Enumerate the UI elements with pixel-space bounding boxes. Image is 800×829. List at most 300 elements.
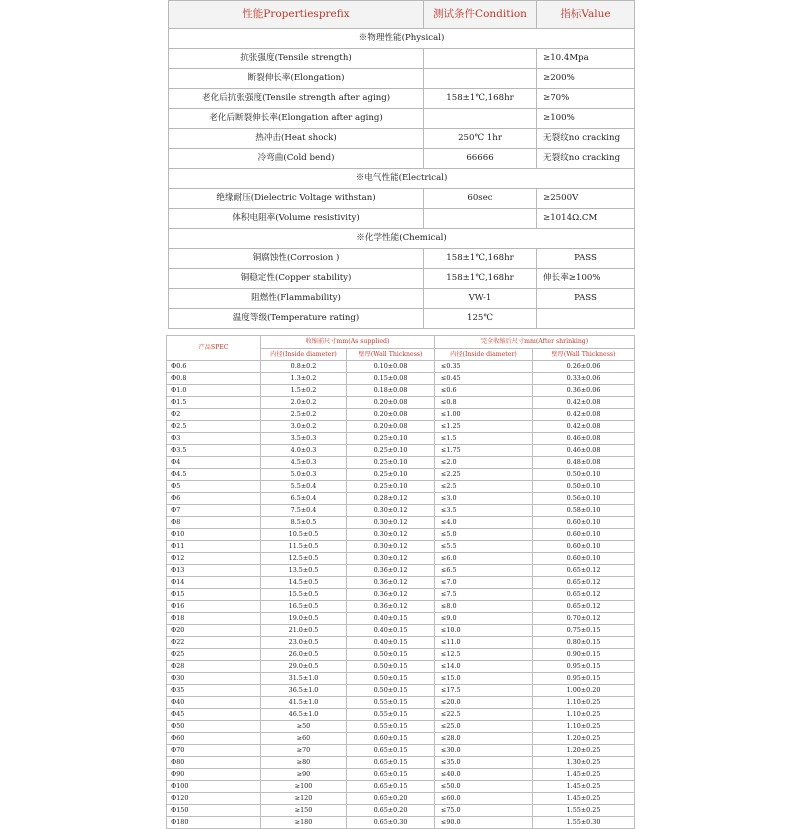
spec-row xyxy=(167,469,635,481)
test-condition: 66666 xyxy=(424,149,537,169)
inside-diameter-after: ≤1.25 xyxy=(435,421,533,433)
inside-diameter-after: ≤5.5 xyxy=(435,541,533,553)
spec-row xyxy=(167,637,635,649)
inside-diameter-after: ≤0.35 xyxy=(435,361,533,373)
inside-diameter-after: ≤20.0 xyxy=(435,697,533,709)
inside-diameter-supplied: ≥90 xyxy=(261,769,347,781)
spec-header: 产品SPEC xyxy=(167,336,261,361)
inside-diameter-after: ≤22.5 xyxy=(435,709,533,721)
wall-thickness-after: 0.46±0.08 xyxy=(533,445,635,457)
wall-thickness-after: 0.36±0.06 xyxy=(533,385,635,397)
inside-diameter-supplied: 8.5±0.5 xyxy=(261,517,347,529)
inside-diameter-supplied: 46.5±1.0 xyxy=(261,709,347,721)
inside-diameter-supplied: 26.0±0.5 xyxy=(261,649,347,661)
wall-thickness-after: 1.45±0.25 xyxy=(533,793,635,805)
inside-diameter-supplied: 29.0±0.5 xyxy=(261,661,347,673)
spec-row xyxy=(167,721,635,733)
inside-diameter-after: ≤1.5 xyxy=(435,433,533,445)
spec-row xyxy=(167,505,635,517)
property-row xyxy=(169,289,635,309)
inside-diameter-supplied: 13.5±0.5 xyxy=(261,565,347,577)
test-condition xyxy=(424,69,537,89)
spec-size: Φ3 xyxy=(167,433,261,445)
inside-diameter-header: 内径(Inside diameter) xyxy=(261,349,347,361)
spec-row xyxy=(167,733,635,745)
inside-diameter-supplied: 5.5±0.4 xyxy=(261,481,347,493)
wall-thickness-after: 0.50±0.10 xyxy=(533,469,635,481)
wall-thickness-supplied: 0.10±0.08 xyxy=(347,361,435,373)
spec-size: Φ14 xyxy=(167,577,261,589)
inside-diameter-after: ≤40.0 xyxy=(435,769,533,781)
wall-thickness-supplied: 0.30±0.12 xyxy=(347,553,435,565)
property-row xyxy=(169,129,635,149)
wall-thickness-supplied: 0.65±0.20 xyxy=(347,805,435,817)
test-condition xyxy=(424,109,537,129)
wall-thickness-after: 0.42±0.08 xyxy=(533,421,635,433)
spec-size: Φ30 xyxy=(167,673,261,685)
inside-diameter-after: ≤7.0 xyxy=(435,577,533,589)
test-condition: 158±1℃,168hr xyxy=(424,269,537,289)
inside-diameter-supplied: 11.5±0.5 xyxy=(261,541,347,553)
inside-diameter-supplied: 4.0±0.3 xyxy=(261,445,347,457)
inside-diameter-after-header: 内径(Inside diameter) xyxy=(435,349,533,361)
spec-size: Φ40 xyxy=(167,697,261,709)
wall-thickness-supplied: 0.36±0.12 xyxy=(347,565,435,577)
spec-size: Φ180 xyxy=(167,817,261,829)
properties-table xyxy=(168,0,635,329)
wall-thickness-after: 0.42±0.08 xyxy=(533,397,635,409)
wall-thickness-after: 1.55±0.30 xyxy=(533,817,635,829)
wall-thickness-supplied: 0.25±0.10 xyxy=(347,481,435,493)
inside-diameter-supplied: 23.0±0.5 xyxy=(261,637,347,649)
wall-thickness-after: 1.20±0.25 xyxy=(533,733,635,745)
spec-size: Φ15 xyxy=(167,589,261,601)
properties-header-row xyxy=(169,1,635,29)
wall-thickness-supplied: 0.18±0.08 xyxy=(347,385,435,397)
property-value: ≥200% xyxy=(537,69,635,89)
spec-row xyxy=(167,577,635,589)
wall-thickness-after: 0.65±0.12 xyxy=(533,601,635,613)
spec-size: Φ35 xyxy=(167,685,261,697)
spec-row xyxy=(167,757,635,769)
inside-diameter-supplied: ≥70 xyxy=(261,745,347,757)
spec-size: Φ150 xyxy=(167,805,261,817)
inside-diameter-after: ≤6.5 xyxy=(435,565,533,577)
inside-diameter-after: ≤4.0 xyxy=(435,517,533,529)
wall-thickness-supplied: 0.40±0.15 xyxy=(347,613,435,625)
inside-diameter-after: ≤75.0 xyxy=(435,805,533,817)
wall-thickness-after: 0.65±0.12 xyxy=(533,565,635,577)
value-column-header: 指标Value xyxy=(537,1,635,29)
wall-thickness-supplied: 0.25±0.10 xyxy=(347,469,435,481)
spec-row xyxy=(167,769,635,781)
spec-size: Φ60 xyxy=(167,733,261,745)
condition-column-header: 测试条件Condition xyxy=(424,1,537,29)
inside-diameter-after: ≤28.0 xyxy=(435,733,533,745)
inside-diameter-after: ≤30.0 xyxy=(435,745,533,757)
section-title: ※化学性能(Chemical) xyxy=(169,229,635,249)
inside-diameter-after: ≤14.0 xyxy=(435,661,533,673)
spec-size: Φ11 xyxy=(167,541,261,553)
wall-thickness-supplied: 0.65±0.15 xyxy=(347,769,435,781)
spec-row xyxy=(167,457,635,469)
test-condition: 158±1℃,168hr xyxy=(424,89,537,109)
property-value: 无裂纹no cracking xyxy=(537,149,635,169)
wall-thickness-supplied: 0.40±0.15 xyxy=(347,625,435,637)
test-condition xyxy=(424,209,537,229)
spec-row xyxy=(167,421,635,433)
inside-diameter-supplied: 31.5±1.0 xyxy=(261,673,347,685)
inside-diameter-after: ≤10.0 xyxy=(435,625,533,637)
spec-row xyxy=(167,385,635,397)
spec-size: Φ25 xyxy=(167,649,261,661)
wall-thickness-supplied: 0.30±0.12 xyxy=(347,505,435,517)
inside-diameter-after: ≤1.75 xyxy=(435,445,533,457)
spec-size: Φ3.5 xyxy=(167,445,261,457)
property-name: 冷弯曲(Cold bend) xyxy=(169,149,424,169)
spec-size: Φ7 xyxy=(167,505,261,517)
inside-diameter-supplied: 3.0±0.2 xyxy=(261,421,347,433)
spec-row xyxy=(167,745,635,757)
spec-row xyxy=(167,673,635,685)
inside-diameter-supplied: 7.5±0.4 xyxy=(261,505,347,517)
spec-row xyxy=(167,433,635,445)
wall-thickness-after: 0.33±0.06 xyxy=(533,373,635,385)
property-name: 铜腐蚀性(Corrosion ) xyxy=(169,249,424,269)
spec-row xyxy=(167,481,635,493)
spec-row xyxy=(167,445,635,457)
spec-size: Φ45 xyxy=(167,709,261,721)
spec-size: Φ4 xyxy=(167,457,261,469)
spec-size: Φ28 xyxy=(167,661,261,673)
wall-thickness-after: 1.20±0.25 xyxy=(533,745,635,757)
wall-thickness-after: 0.58±0.10 xyxy=(533,505,635,517)
wall-thickness-supplied: 0.28±0.12 xyxy=(347,493,435,505)
wall-thickness-after: 1.30±0.25 xyxy=(533,757,635,769)
inside-diameter-after: ≤90.0 xyxy=(435,817,533,829)
test-condition: 250℃ 1hr xyxy=(424,129,537,149)
inside-diameter-after: ≤0.8 xyxy=(435,397,533,409)
spec-row xyxy=(167,625,635,637)
inside-diameter-after: ≤12.5 xyxy=(435,649,533,661)
wall-thickness-after: 0.90±0.15 xyxy=(533,649,635,661)
spec-row xyxy=(167,649,635,661)
spec-row xyxy=(167,793,635,805)
test-condition xyxy=(424,49,537,69)
spec-row xyxy=(167,661,635,673)
inside-diameter-after: ≤0.6 xyxy=(435,385,533,397)
wall-thickness-supplied: 0.50±0.15 xyxy=(347,649,435,661)
test-condition: VW-1 xyxy=(424,289,537,309)
spec-size: Φ70 xyxy=(167,745,261,757)
inside-diameter-supplied: ≥100 xyxy=(261,781,347,793)
inside-diameter-after: ≤3.5 xyxy=(435,505,533,517)
section-row xyxy=(169,169,635,189)
property-name: 绝缘耐压(Dielectric Voltage withstan) xyxy=(169,189,424,209)
wall-thickness-header: 壁厚(Wall Thickness) xyxy=(347,349,435,361)
supplied-header: 收缩前尺寸mm(As supplied) xyxy=(261,336,435,349)
wall-thickness-after: 0.65±0.12 xyxy=(533,589,635,601)
property-row xyxy=(169,49,635,69)
wall-thickness-supplied: 0.36±0.12 xyxy=(347,601,435,613)
inside-diameter-after: ≤11.0 xyxy=(435,637,533,649)
wall-thickness-after: 1.00±0.20 xyxy=(533,685,635,697)
wall-thickness-supplied: 0.65±0.15 xyxy=(347,745,435,757)
wall-thickness-supplied: 0.65±0.15 xyxy=(347,757,435,769)
property-name: 体积电阻率(Volume resistivity) xyxy=(169,209,424,229)
after-shrinking-header: 完全收缩后尺寸mm(After shrinking) xyxy=(435,336,635,349)
inside-diameter-after: ≤35.0 xyxy=(435,757,533,769)
wall-thickness-supplied: 0.55±0.15 xyxy=(347,721,435,733)
inside-diameter-supplied: 6.5±0.4 xyxy=(261,493,347,505)
wall-thickness-after: 0.75±0.15 xyxy=(533,625,635,637)
spec-row xyxy=(167,601,635,613)
wall-thickness-supplied: 0.60±0.15 xyxy=(347,733,435,745)
inside-diameter-supplied: 2.0±0.2 xyxy=(261,397,347,409)
spec-size: Φ12 xyxy=(167,553,261,565)
spec-row xyxy=(167,517,635,529)
property-value: ≥1014Ω.CM xyxy=(537,209,635,229)
wall-thickness-after: 0.70±0.12 xyxy=(533,613,635,625)
spec-row xyxy=(167,697,635,709)
property-name: 温度等级(Temperature rating) xyxy=(169,309,424,329)
wall-thickness-supplied: 0.20±0.08 xyxy=(347,397,435,409)
spec-size: Φ13 xyxy=(167,565,261,577)
property-value: ≥100% xyxy=(537,109,635,129)
wall-thickness-supplied: 0.36±0.12 xyxy=(347,577,435,589)
property-row xyxy=(169,69,635,89)
spec-size: Φ0.6 xyxy=(167,361,261,373)
property-value: 无裂纹no cracking xyxy=(537,129,635,149)
spec-row xyxy=(167,361,635,373)
spec-row xyxy=(167,541,635,553)
inside-diameter-supplied: 12.5±0.5 xyxy=(261,553,347,565)
spec-size: Φ80 xyxy=(167,757,261,769)
inside-diameter-after: ≤50.0 xyxy=(435,781,533,793)
inside-diameter-supplied: 10.5±0.5 xyxy=(261,529,347,541)
wall-thickness-supplied: 0.30±0.12 xyxy=(347,541,435,553)
spec-row xyxy=(167,817,635,829)
spec-table xyxy=(166,335,635,829)
spec-row xyxy=(167,493,635,505)
spec-size: Φ16 xyxy=(167,601,261,613)
spec-size: Φ20 xyxy=(167,625,261,637)
inside-diameter-after: ≤1.00 xyxy=(435,409,533,421)
section-title: ※电气性能(Electrical) xyxy=(169,169,635,189)
inside-diameter-after: ≤17.5 xyxy=(435,685,533,697)
inside-diameter-supplied: 15.5±0.5 xyxy=(261,589,347,601)
wall-thickness-supplied: 0.65±0.20 xyxy=(347,793,435,805)
inside-diameter-after: ≤6.0 xyxy=(435,553,533,565)
spec-row xyxy=(167,553,635,565)
spec-size: Φ5 xyxy=(167,481,261,493)
wall-thickness-after: 0.46±0.08 xyxy=(533,433,635,445)
property-name: 抗张强度(Tensile strength) xyxy=(169,49,424,69)
wall-thickness-after: 0.80±0.15 xyxy=(533,637,635,649)
wall-thickness-after: 1.10±0.25 xyxy=(533,697,635,709)
property-name: 老化后抗张强度(Tensile strength after aging) xyxy=(169,89,424,109)
inside-diameter-after: ≤5.0 xyxy=(435,529,533,541)
spec-row xyxy=(167,397,635,409)
inside-diameter-supplied: ≥150 xyxy=(261,805,347,817)
property-value: ≥10.4Mpa xyxy=(537,49,635,69)
spec-size: Φ1.0 xyxy=(167,385,261,397)
wall-thickness-after: 0.65±0.12 xyxy=(533,577,635,589)
wall-thickness-after: 0.60±0.10 xyxy=(533,553,635,565)
spec-size: Φ22 xyxy=(167,637,261,649)
wall-thickness-supplied: 0.20±0.08 xyxy=(347,409,435,421)
wall-thickness-supplied: 0.20±0.08 xyxy=(347,421,435,433)
spec-size: Φ0.8 xyxy=(167,373,261,385)
wall-thickness-supplied: 0.55±0.15 xyxy=(347,697,435,709)
inside-diameter-supplied: 36.5±1.0 xyxy=(261,685,347,697)
property-value: 伸长率≥100% xyxy=(537,269,635,289)
inside-diameter-after: ≤25.0 xyxy=(435,721,533,733)
wall-thickness-supplied: 0.30±0.12 xyxy=(347,517,435,529)
property-value: PASS xyxy=(537,249,635,269)
spec-row xyxy=(167,805,635,817)
property-row xyxy=(169,269,635,289)
property-value: ≥70% xyxy=(537,89,635,109)
property-row xyxy=(169,89,635,109)
spec-size: Φ100 xyxy=(167,781,261,793)
property-name: 断裂伸长率(Elongation) xyxy=(169,69,424,89)
property-value: PASS xyxy=(537,289,635,309)
wall-thickness-after: 0.95±0.15 xyxy=(533,673,635,685)
spec-size: Φ2 xyxy=(167,409,261,421)
test-condition: 158±1℃,168hr xyxy=(424,249,537,269)
property-value xyxy=(537,309,635,329)
spec-size: Φ10 xyxy=(167,529,261,541)
inside-diameter-supplied: ≥180 xyxy=(261,817,347,829)
spec-size: Φ50 xyxy=(167,721,261,733)
inside-diameter-after: ≤60.0 xyxy=(435,793,533,805)
property-value: ≥2500V xyxy=(537,189,635,209)
section-row xyxy=(169,29,635,49)
spec-row xyxy=(167,373,635,385)
wall-thickness-after: 0.60±0.10 xyxy=(533,541,635,553)
property-row xyxy=(169,249,635,269)
wall-thickness-supplied: 0.25±0.10 xyxy=(347,457,435,469)
wall-thickness-after-header: 壁厚(Wall Thickness) xyxy=(533,349,635,361)
wall-thickness-supplied: 0.65±0.30 xyxy=(347,817,435,829)
wall-thickness-supplied: 0.50±0.15 xyxy=(347,673,435,685)
spec-row xyxy=(167,529,635,541)
wall-thickness-after: 0.60±0.10 xyxy=(533,517,635,529)
spec-row xyxy=(167,685,635,697)
spec-row xyxy=(167,709,635,721)
inside-diameter-supplied: 16.5±0.5 xyxy=(261,601,347,613)
inside-diameter-after: ≤2.0 xyxy=(435,457,533,469)
inside-diameter-supplied: 1.5±0.2 xyxy=(261,385,347,397)
inside-diameter-supplied: 41.5±1.0 xyxy=(261,697,347,709)
inside-diameter-supplied: 2.5±0.2 xyxy=(261,409,347,421)
spec-size: Φ2.5 xyxy=(167,421,261,433)
test-condition: 125℃ xyxy=(424,309,537,329)
wall-thickness-after: 1.45±0.25 xyxy=(533,781,635,793)
property-row xyxy=(169,209,635,229)
wall-thickness-after: 0.60±0.10 xyxy=(533,529,635,541)
spec-row xyxy=(167,409,635,421)
property-column-header: 性能Propertiesprefix xyxy=(169,1,424,29)
wall-thickness-supplied: 0.25±0.10 xyxy=(347,433,435,445)
spec-size: Φ18 xyxy=(167,613,261,625)
wall-thickness-supplied: 0.25±0.10 xyxy=(347,445,435,457)
inside-diameter-supplied: ≥120 xyxy=(261,793,347,805)
property-row xyxy=(169,149,635,169)
section-row xyxy=(169,229,635,249)
wall-thickness-supplied: 0.30±0.12 xyxy=(347,529,435,541)
spec-size: Φ1.5 xyxy=(167,397,261,409)
wall-thickness-after: 1.10±0.25 xyxy=(533,709,635,721)
inside-diameter-after: ≤7.5 xyxy=(435,589,533,601)
inside-diameter-supplied: 0.8±0.2 xyxy=(261,361,347,373)
section-title: ※物理性能(Physical) xyxy=(169,29,635,49)
inside-diameter-supplied: 1.3±0.2 xyxy=(261,373,347,385)
property-name: 热冲击(Heat shock) xyxy=(169,129,424,149)
property-row xyxy=(169,309,635,329)
inside-diameter-supplied: ≥60 xyxy=(261,733,347,745)
property-row xyxy=(169,189,635,209)
inside-diameter-after: ≤9.0 xyxy=(435,613,533,625)
wall-thickness-supplied: 0.15±0.08 xyxy=(347,373,435,385)
inside-diameter-supplied: 21.0±0.5 xyxy=(261,625,347,637)
inside-diameter-supplied: ≥50 xyxy=(261,721,347,733)
spec-size: Φ120 xyxy=(167,793,261,805)
inside-diameter-supplied: ≥80 xyxy=(261,757,347,769)
spec-size: Φ6 xyxy=(167,493,261,505)
inside-diameter-supplied: 4.5±0.3 xyxy=(261,457,347,469)
wall-thickness-after: 0.26±0.06 xyxy=(533,361,635,373)
spec-size: Φ4.5 xyxy=(167,469,261,481)
wall-thickness-supplied: 0.55±0.15 xyxy=(347,709,435,721)
spec-size: Φ8 xyxy=(167,517,261,529)
spec-row xyxy=(167,613,635,625)
wall-thickness-after: 0.42±0.08 xyxy=(533,409,635,421)
inside-diameter-supplied: 5.0±0.3 xyxy=(261,469,347,481)
property-name: 老化后断裂伸长率(Elongation after aging) xyxy=(169,109,424,129)
wall-thickness-after: 1.55±0.25 xyxy=(533,805,635,817)
wall-thickness-after: 0.50±0.10 xyxy=(533,481,635,493)
spec-row xyxy=(167,781,635,793)
test-condition: 60sec xyxy=(424,189,537,209)
inside-diameter-supplied: 14.5±0.5 xyxy=(261,577,347,589)
property-name: 铜稳定性(Copper stability) xyxy=(169,269,424,289)
wall-thickness-supplied: 0.65±0.15 xyxy=(347,781,435,793)
spec-row xyxy=(167,589,635,601)
inside-diameter-supplied: 3.5±0.3 xyxy=(261,433,347,445)
wall-thickness-after: 1.45±0.25 xyxy=(533,769,635,781)
spec-size: Φ90 xyxy=(167,769,261,781)
spec-row xyxy=(167,565,635,577)
inside-diameter-after: ≤8.0 xyxy=(435,601,533,613)
inside-diameter-after: ≤3.0 xyxy=(435,493,533,505)
inside-diameter-after: ≤15.0 xyxy=(435,673,533,685)
wall-thickness-supplied: 0.50±0.15 xyxy=(347,661,435,673)
wall-thickness-supplied: 0.40±0.15 xyxy=(347,637,435,649)
inside-diameter-after: ≤2.5 xyxy=(435,481,533,493)
wall-thickness-after: 0.48±0.08 xyxy=(533,457,635,469)
wall-thickness-after: 0.95±0.15 xyxy=(533,661,635,673)
property-row xyxy=(169,109,635,129)
wall-thickness-supplied: 0.50±0.15 xyxy=(347,685,435,697)
property-name: 阻燃性(Flammability) xyxy=(169,289,424,309)
inside-diameter-after: ≤0.45 xyxy=(435,373,533,385)
wall-thickness-supplied: 0.36±0.12 xyxy=(347,589,435,601)
inside-diameter-after: ≤2.25 xyxy=(435,469,533,481)
wall-thickness-after: 0.56±0.10 xyxy=(533,493,635,505)
inside-diameter-supplied: 19.0±0.5 xyxy=(261,613,347,625)
